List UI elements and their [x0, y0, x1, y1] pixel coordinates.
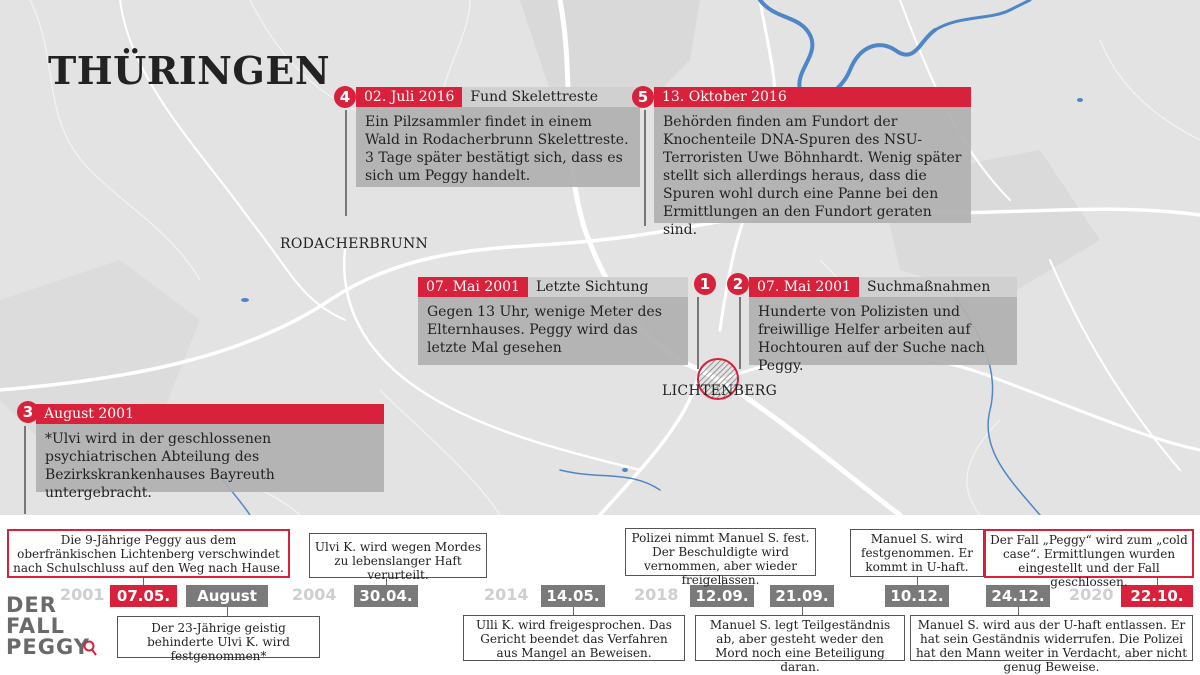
event-1-card: [418, 277, 688, 365]
logo-line-1: DER: [6, 593, 57, 617]
tick-1405: [573, 607, 574, 615]
event-1-text: Gegen 13 Uhr, wenige Meter des Elternhauses. Peggy wird das letzte Mal gesehen: [418, 297, 688, 365]
date-label-august: August: [186, 585, 268, 607]
event-3-connector: [24, 426, 26, 514]
event-4-text: Ein Pilzsammler findet in einem Wald in Rodacherbrunn Skelettreste. 3 Tage später bestätigt sich, dass es sich um Peggy handelt.: [356, 107, 640, 187]
note-1209: Polizei nimmt Manuel S. fest. Der Beschuldigte wird vernommen, aber wieder freigelassen.: [625, 528, 816, 576]
event-5-text: Behörden finden am Fundort der Knochenteile DNA-Spuren des NSU-Terroristen Uwe Böhnhardt. Wenig später stellt sich allerdings heraus, dass die Spuren wohl durch eine Panne bei den Ermittlungen an den Fundort geraten sind.: [654, 107, 971, 223]
note-2210: Der Fall „Peggy“ wird zum „cold case“. Ermittlungen wurden eingestellt und der Fall geschlossen.: [984, 529, 1194, 578]
event-2-title: Suchmaßnahmen: [866, 279, 991, 295]
event-2-text: Hunderte von Polizisten und freiwillige Helfer arbeiten auf Hochtouren auf der Suche nach Peggy.: [749, 297, 1017, 365]
event-1-date: 07. Mai 2001: [418, 277, 528, 297]
note-0705: Die 9-Jährige Peggy aus dem oberfränkischen Lichtenberg verschwindet nach Schulschluss auf den Weg nach Hause.: [7, 529, 290, 578]
date-label-2109: 21.09.: [770, 585, 834, 607]
event-1-title: Letzte Sichtung: [535, 279, 649, 295]
tick-2412: [1018, 607, 1019, 615]
event-2-connector: [739, 297, 741, 369]
tick-2210: [1157, 578, 1158, 585]
event-5-number: 5: [632, 86, 654, 108]
event-4-title: Fund Skelettreste: [470, 89, 598, 105]
date-label-1209: 12.09.: [690, 585, 754, 607]
logo-der-fall-peggy: [6, 595, 90, 658]
note-1012: Manuel S. wird festgenommen. Er kommt in U-haft.: [850, 529, 984, 577]
event-2-number: 2: [727, 273, 749, 295]
event-1-number: 1: [694, 273, 716, 295]
tick-1012: [917, 577, 918, 585]
event-4-number: 4: [334, 86, 356, 108]
event-2-card: [749, 277, 1017, 374]
event-2-date: 07. Mai 2001: [749, 277, 859, 297]
date-label-1405: 14.05.: [541, 585, 605, 607]
place-label-lichtenberg: LICHTENBERG: [662, 383, 778, 399]
event-4-card: [356, 87, 640, 187]
date-label-1012: 10.12.: [885, 585, 949, 607]
year-2001: 2001: [60, 585, 105, 604]
logo-line-2: FALL: [6, 614, 65, 638]
date-label-3004: 30.04.: [354, 585, 418, 607]
date-label-2210: 22.10.: [1121, 585, 1193, 607]
note-2412: Manuel S. wird aus der U-haft entlassen. Er hat sein Geständnis widerrufen. Die Polizei hat den Mann weiter in Verdacht, aber nicht genug Beweise.: [910, 615, 1193, 661]
note-august: Der 23-Jährige geistig behinderte Ulvi K. wird festgenommen*: [117, 616, 320, 658]
note-1405: Ulli K. wird freigesprochen. Das Gericht beendet das Verfahren aus Mangel an Beweisen.: [463, 615, 685, 661]
place-label-rodacherbrunn: RODACHERBRUNN: [280, 236, 429, 252]
note-3004: Ulvi K. wird wegen Mordes zu lebenslanger Haft verurteilt.: [309, 533, 487, 578]
event-3-card: [36, 404, 384, 501]
event-3-date: August 2001: [36, 404, 142, 424]
year-2018: 2018: [634, 585, 679, 604]
year-2020: 2020: [1069, 585, 1114, 604]
tick-0705: [143, 578, 144, 585]
event-4-connector: [345, 110, 347, 216]
logo-line-3: PEGGY: [6, 635, 90, 659]
date-label-2412: 24.12.: [986, 585, 1050, 607]
note-2109: Manuel S. legt Teilgeständnis ab, aber gesteht weder den Mord noch eine Beteiligung daran.: [695, 615, 905, 661]
event-1-connector: [697, 297, 699, 369]
tick-august: [227, 607, 228, 616]
year-2014: 2014: [484, 585, 529, 604]
event-3-number: 3: [17, 401, 39, 423]
event-5-connector: [644, 110, 646, 226]
date-label-0705: 07.05.: [110, 585, 177, 607]
magnifier-icon: [83, 640, 97, 656]
event-5-date: 13. Oktober 2016: [654, 87, 795, 107]
event-5-card: [654, 87, 971, 238]
event-4-date: 02. Juli 2016: [356, 87, 462, 107]
event-3-text: *Ulvi wird in der geschlossenen psychiatrischen Abteilung des Bezirkskrankenhauses Bayreuth untergebracht.: [36, 424, 384, 492]
year-2004: 2004: [292, 585, 337, 604]
map-title: THÜRINGEN: [48, 48, 331, 93]
tick-2109: [802, 607, 803, 615]
